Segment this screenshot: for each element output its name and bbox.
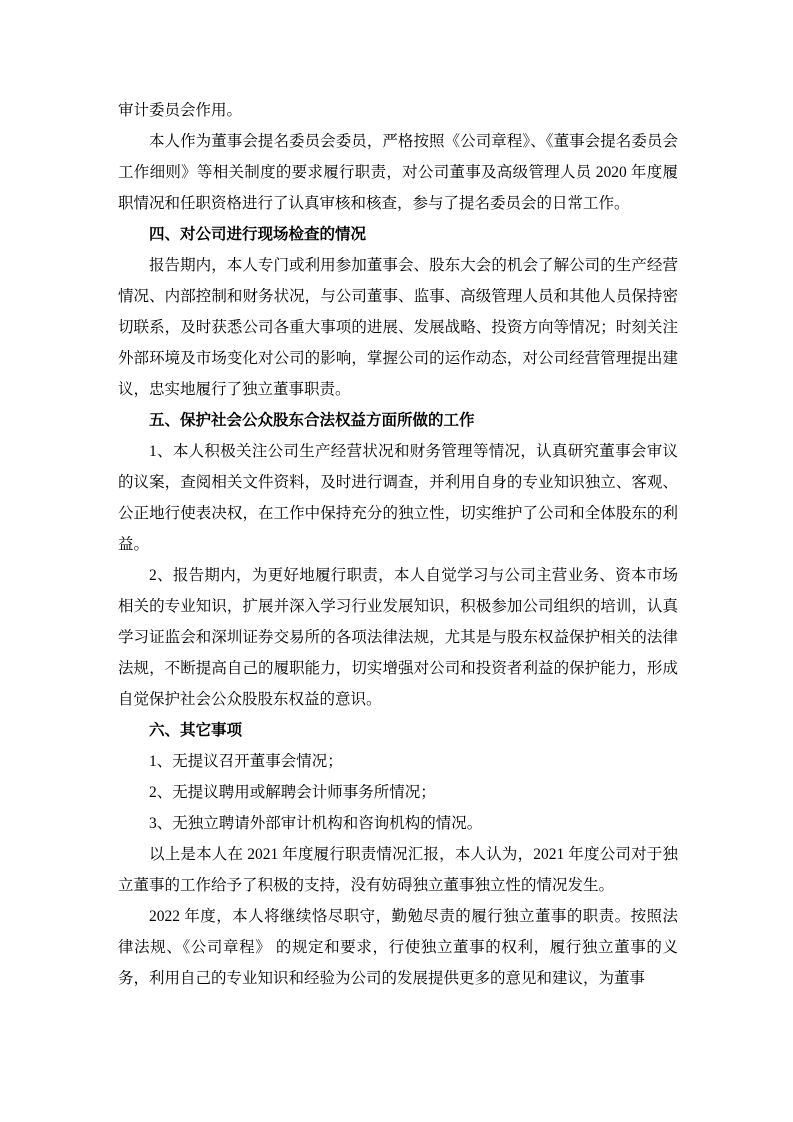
paragraph-2022-outlook: 2022 年度，本人将继续恪尽职守，勤勉尽责的履行独立董事的职责。按照法律法规、《公司章程》 的规定和要求，行使独立董事的权利，履行独立董事的义务，利用自己的专业知识和经验为公司的发展提供更多的意见和建议，为董事 xyxy=(118,908,678,987)
heading-section-5-shareholder-protection: 五、保护社会公众股东合法权益方面所做的工作 xyxy=(149,412,475,429)
paragraph-nomination-committee: 本人作为董事会提名委员会委员，严格按照《公司章程》、《董事会提名委员会工作细则》等相关制度的要求履行职责，对公司董事及高级管理人员 2020 年度履职情况和任职资格进行了认真审核和核查，参与了提名委员会的日常工作。 xyxy=(118,133,678,212)
list-item-no-board-proposal: 1、无提议召开董事会情况； xyxy=(149,753,343,770)
list-item-no-external-audit: 3、无独立聘请外部审计机构和咨询机构的情况。 xyxy=(149,815,483,832)
document-body xyxy=(118,95,678,994)
paragraph-continuation-audit-committee: 审计委员会作用。 xyxy=(118,102,243,119)
heading-section-4-site-inspection: 四、对公司进行现场检查的情况 xyxy=(149,226,367,243)
list-item-no-accounting-firm-proposal: 2、无提议聘用或解聘会计师事务所情况； xyxy=(149,784,436,801)
paragraph-shareholder-protection-1: 1、本人积极关注公司生产经营状况和财务管理等情况，认真研究董事会审议的议案，查阅相关文件资料，及时进行调查，并利用自身的专业知识独立、客观、公正地行使表决权，在工作中保持充分的独立性，切实维护了公司和全体股东的利益。 xyxy=(118,443,678,553)
paragraph-shareholder-protection-2: 2、报告期内，为更好地履行职责，本人自觉学习与公司主营业务、资本市场相关的专业知识，扩展并深入学习行业发展知识，积极参加公司组织的培训，认真学习证监会和深圳证券交易所的各项法律法规，尤其是与股东权益保护相关的法律法规，不断提高自己的履职能力，切实增强对公司和投资者利益的保护能力，形成自觉保护社会公众股股东权益的意识。 xyxy=(118,567,678,708)
heading-section-6-other-matters: 六、其它事项 xyxy=(149,722,243,739)
paragraph-site-inspection: 报告期内，本人专门或利用参加董事会、股东大会的机会了解公司的生产经营情况、内部控制和财务状况，与公司董事、监事、高级管理人员和其他人员保持密切联系，及时获悉公司各重大事项的进展、发展战略、投资方向等情况；时刻关注外部环境及市场变化对公司的影响，掌握公司的运作动态，对公司经营管理提出建议，忠实地履行了独立董事职责。 xyxy=(118,257,678,398)
paragraph-2021-summary: 以上是本人在 2021 年度履行职责情况汇报，本人认为，2021 年度公司对于独立董事的工作给予了积极的支持，没有妨碍独立董事独立性的情况发生。 xyxy=(118,846,678,894)
